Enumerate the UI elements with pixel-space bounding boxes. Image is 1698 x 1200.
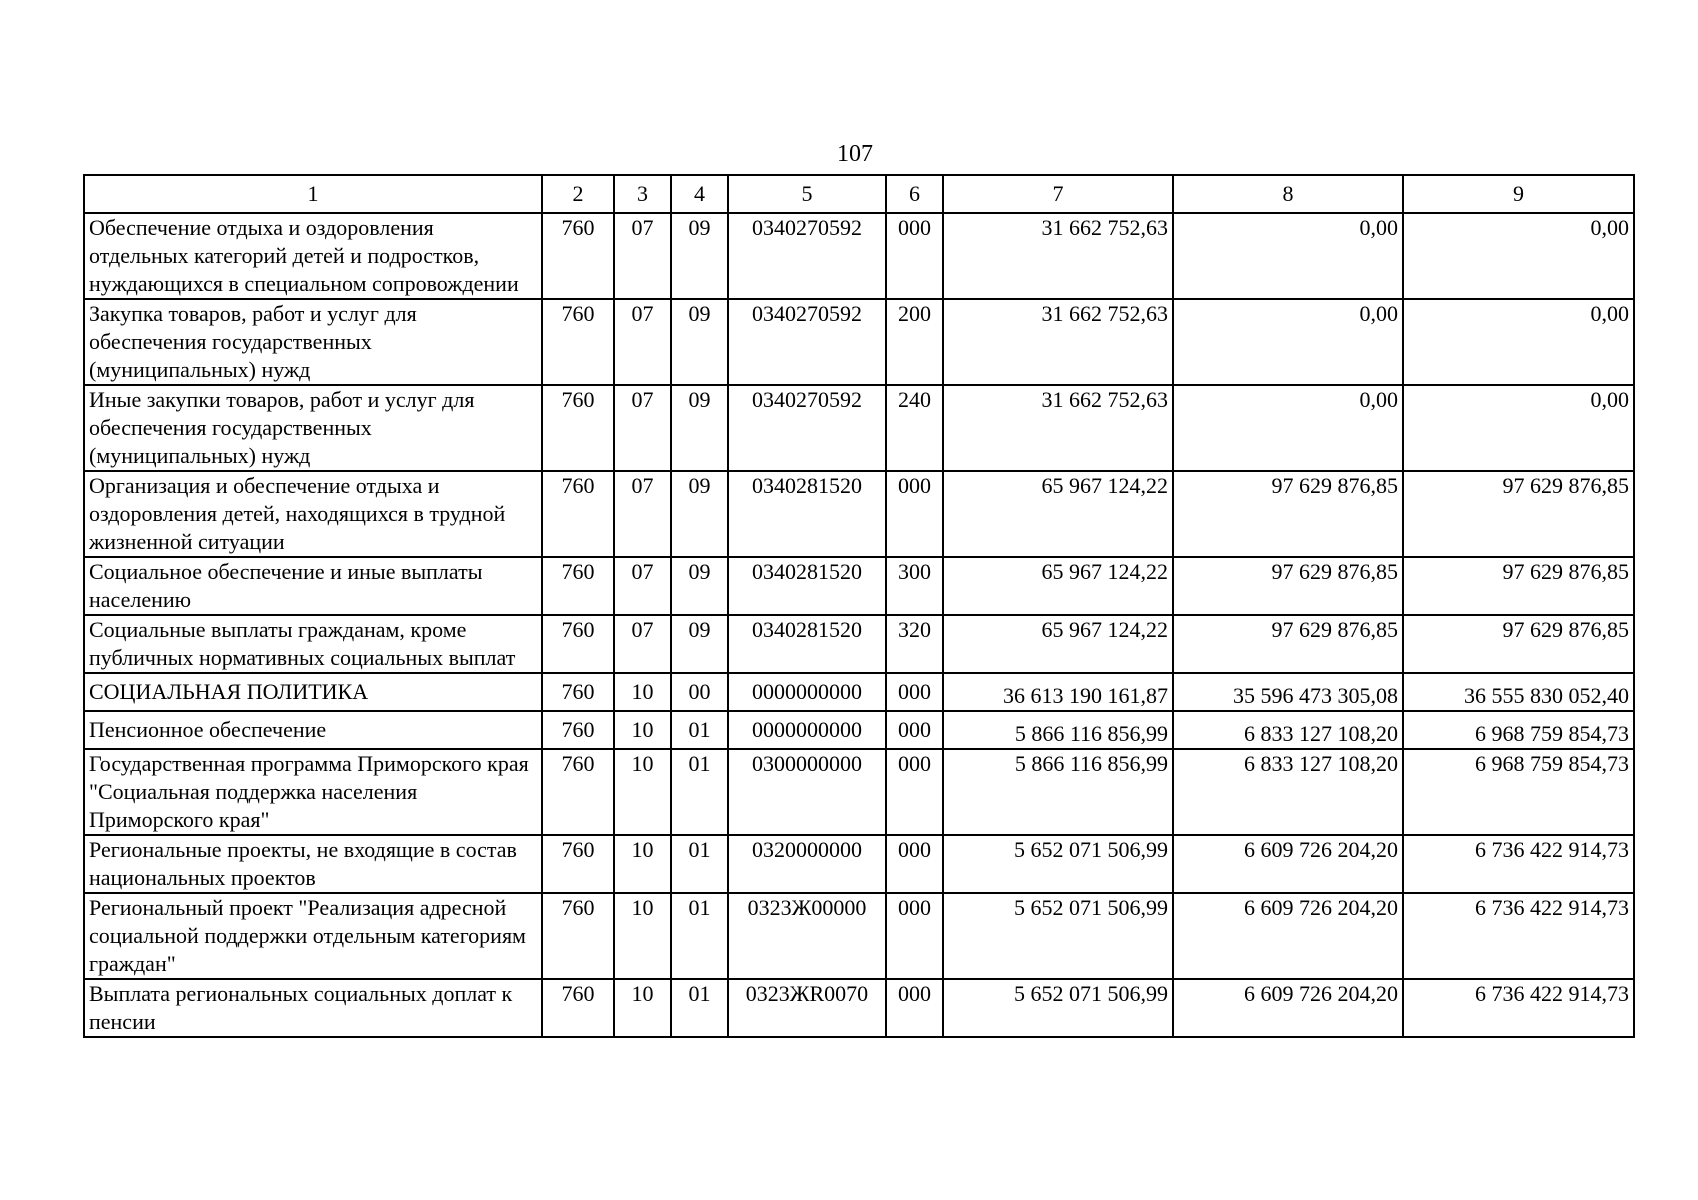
row-name: Региональный проект "Реализация адресной социальной поддержки отдельным категориям граждан" (84, 893, 542, 979)
row-name: Социальное обеспечение и иные выплаты населению (84, 557, 542, 615)
header-cell: 5 (728, 175, 886, 213)
ministry-code: 760 (542, 385, 614, 471)
amount-col-8: 0,00 (1173, 385, 1403, 471)
target-article-code: 0320000000 (728, 835, 886, 893)
amount-col-9: 0,00 (1403, 385, 1634, 471)
section-code: 10 (614, 979, 671, 1037)
ministry-code: 760 (542, 673, 614, 711)
row-name: Пенсионное обеспечение (84, 711, 542, 749)
amount-col-9: 97 629 876,85 (1403, 557, 1634, 615)
subsection-code: 09 (671, 385, 728, 471)
section-code: 07 (614, 615, 671, 673)
subsection-code: 01 (671, 711, 728, 749)
subsection-code: 00 (671, 673, 728, 711)
row-name: Обеспечение отдыха и оздоровления отдельных категорий детей и подростков, нуждающихся в специальном сопровождении (84, 213, 542, 299)
table-row (84, 471, 1634, 557)
table-row (84, 893, 1634, 979)
amount-col-7: 5 652 071 506,99 (943, 835, 1173, 893)
row-name: СОЦИАЛЬНАЯ ПОЛИТИКА (84, 673, 542, 711)
ministry-code: 760 (542, 213, 614, 299)
amount-col-9: 97 629 876,85 (1403, 615, 1634, 673)
ministry-code: 760 (542, 615, 614, 673)
section-code: 10 (614, 893, 671, 979)
amount-col-8: 97 629 876,85 (1173, 615, 1403, 673)
row-name: Социальные выплаты гражданам, кроме публичных нормативных социальных выплат (84, 615, 542, 673)
amount-col-9: 0,00 (1403, 299, 1634, 385)
expense-type-code: 320 (886, 615, 943, 673)
amount-col-7: 65 967 124,22 (943, 615, 1173, 673)
expense-type-code: 000 (886, 213, 943, 299)
section-code: 07 (614, 471, 671, 557)
subsection-code: 01 (671, 979, 728, 1037)
header-cell: 6 (886, 175, 943, 213)
amount-col-7: 5 652 071 506,99 (943, 979, 1173, 1037)
target-article-code: 0000000000 (728, 711, 886, 749)
subsection-code: 01 (671, 835, 728, 893)
amount-col-9: 0,00 (1403, 213, 1634, 299)
table-row (84, 711, 1634, 749)
budget-table (83, 174, 1635, 1038)
subsection-code: 09 (671, 557, 728, 615)
target-article-code: 0340270592 (728, 385, 886, 471)
table-row (84, 299, 1634, 385)
target-article-code: 0340281520 (728, 557, 886, 615)
table-row (84, 213, 1634, 299)
table-row (84, 385, 1634, 471)
table-row (84, 673, 1634, 711)
amount-col-9: 6 736 422 914,73 (1403, 979, 1634, 1037)
ministry-code: 760 (542, 557, 614, 615)
expense-type-code: 000 (886, 471, 943, 557)
expense-type-code: 000 (886, 979, 943, 1037)
amount-col-7: 31 662 752,63 (943, 213, 1173, 299)
header-cell: 1 (84, 175, 542, 213)
amount-col-7: 5 652 071 506,99 (943, 893, 1173, 979)
amount-col-9: 36 555 830 052,40 (1403, 673, 1634, 711)
section-code: 07 (614, 299, 671, 385)
amount-col-8: 6 833 127 108,20 (1173, 711, 1403, 749)
subsection-code: 09 (671, 213, 728, 299)
header-cell: 7 (943, 175, 1173, 213)
amount-col-7: 31 662 752,63 (943, 299, 1173, 385)
section-code: 07 (614, 213, 671, 299)
amount-col-8: 6 833 127 108,20 (1173, 749, 1403, 835)
amount-col-7: 31 662 752,63 (943, 385, 1173, 471)
amount-col-9: 6 968 759 854,73 (1403, 711, 1634, 749)
section-code: 10 (614, 835, 671, 893)
ministry-code: 760 (542, 749, 614, 835)
amount-col-8: 97 629 876,85 (1173, 557, 1403, 615)
section-code: 10 (614, 673, 671, 711)
expense-type-code: 240 (886, 385, 943, 471)
amount-col-9: 6 736 422 914,73 (1403, 835, 1634, 893)
amount-col-7: 5 866 116 856,99 (943, 711, 1173, 749)
amount-col-9: 6 968 759 854,73 (1403, 749, 1634, 835)
subsection-code: 01 (671, 893, 728, 979)
amount-col-7: 65 967 124,22 (943, 557, 1173, 615)
amount-col-7: 36 613 190 161,87 (943, 673, 1173, 711)
ministry-code: 760 (542, 299, 614, 385)
amount-col-8: 97 629 876,85 (1173, 471, 1403, 557)
target-article-code: 0340270592 (728, 213, 886, 299)
target-article-code: 0323ЖR0070 (728, 979, 886, 1037)
expense-type-code: 000 (886, 673, 943, 711)
header-row (84, 175, 1634, 213)
row-name: Региональные проекты, не входящие в состав национальных проектов (84, 835, 542, 893)
row-name: Закупка товаров, работ и услуг для обеспечения государственных (муниципальных) нужд (84, 299, 542, 385)
ministry-code: 760 (542, 711, 614, 749)
page-number: 107 (837, 141, 873, 167)
table-row (84, 835, 1634, 893)
subsection-code: 09 (671, 471, 728, 557)
table-row (84, 557, 1634, 615)
row-name: Выплата региональных социальных доплат к пенсии (84, 979, 542, 1037)
target-article-code: 0340281520 (728, 615, 886, 673)
expense-type-code: 000 (886, 711, 943, 749)
row-name: Иные закупки товаров, работ и услуг для обеспечения государственных (муниципальных) нужд (84, 385, 542, 471)
amount-col-8: 6 609 726 204,20 (1173, 893, 1403, 979)
amount-col-9: 97 629 876,85 (1403, 471, 1634, 557)
amount-col-8: 6 609 726 204,20 (1173, 979, 1403, 1037)
target-article-code: 0340281520 (728, 471, 886, 557)
amount-col-8: 6 609 726 204,20 (1173, 835, 1403, 893)
amount-col-7: 65 967 124,22 (943, 471, 1173, 557)
subsection-code: 09 (671, 615, 728, 673)
table-row (84, 615, 1634, 673)
header-cell: 4 (671, 175, 728, 213)
subsection-code: 01 (671, 749, 728, 835)
table-row (84, 979, 1634, 1037)
target-article-code: 0323Ж00000 (728, 893, 886, 979)
section-code: 07 (614, 557, 671, 615)
table-row (84, 749, 1634, 835)
ministry-code: 760 (542, 835, 614, 893)
ministry-code: 760 (542, 979, 614, 1037)
header-cell: 3 (614, 175, 671, 213)
amount-col-8: 0,00 (1173, 213, 1403, 299)
expense-type-code: 300 (886, 557, 943, 615)
expense-type-code: 000 (886, 893, 943, 979)
amount-col-9: 6 736 422 914,73 (1403, 893, 1634, 979)
ministry-code: 760 (542, 893, 614, 979)
amount-col-7: 5 866 116 856,99 (943, 749, 1173, 835)
expense-type-code: 200 (886, 299, 943, 385)
subsection-code: 09 (671, 299, 728, 385)
expense-type-code: 000 (886, 835, 943, 893)
section-code: 10 (614, 711, 671, 749)
header-cell: 9 (1403, 175, 1634, 213)
target-article-code: 0340270592 (728, 299, 886, 385)
amount-col-8: 0,00 (1173, 299, 1403, 385)
target-article-code: 0000000000 (728, 673, 886, 711)
row-name: Организация и обеспечение отдыха и оздоровления детей, находящихся в трудной жизненной ситуации (84, 471, 542, 557)
header-cell: 2 (542, 175, 614, 213)
header-cell: 8 (1173, 175, 1403, 213)
section-code: 07 (614, 385, 671, 471)
target-article-code: 0300000000 (728, 749, 886, 835)
section-code: 10 (614, 749, 671, 835)
ministry-code: 760 (542, 471, 614, 557)
row-name: Государственная программа Приморского края "Социальная поддержка населения Приморского края" (84, 749, 542, 835)
expense-type-code: 000 (886, 749, 943, 835)
amount-col-8: 35 596 473 305,08 (1173, 673, 1403, 711)
